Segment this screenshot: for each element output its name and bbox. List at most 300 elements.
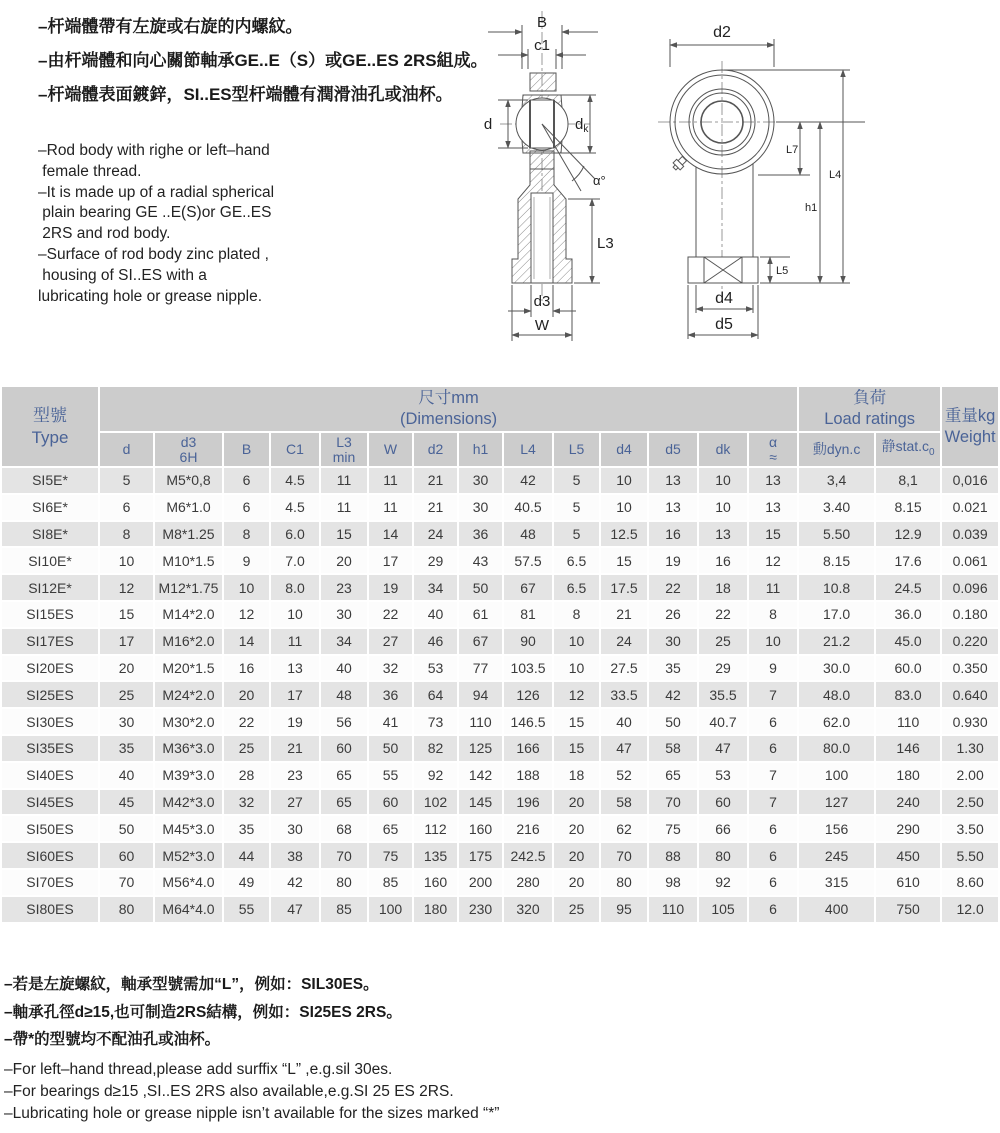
value-cell: 90 bbox=[504, 629, 552, 654]
value-cell: 53 bbox=[699, 763, 747, 788]
value-cell: M39*3.0 bbox=[155, 763, 222, 788]
value-cell: 32 bbox=[369, 656, 412, 681]
value-cell: 10 bbox=[554, 629, 599, 654]
value-cell: 15 bbox=[100, 602, 153, 627]
value-cell: 10 bbox=[601, 495, 647, 520]
value-cell: 12 bbox=[554, 682, 599, 707]
value-cell: 12 bbox=[224, 602, 269, 627]
dim-label-h1: h1 bbox=[805, 202, 818, 214]
value-cell: 20 bbox=[554, 870, 599, 895]
value-cell: 175 bbox=[459, 843, 502, 868]
value-cell: 36.0 bbox=[876, 602, 940, 627]
value-cell: 11 bbox=[321, 468, 367, 493]
value-cell: 65 bbox=[321, 763, 367, 788]
section-drawing-lines bbox=[488, 11, 600, 341]
note-line: –軸承孔徑d≥15,也可制造2RS結構，例如：SI25ES 2RS。 bbox=[4, 1003, 402, 1021]
bottom-notes-chinese bbox=[4, 971, 402, 1054]
value-cell: 450 bbox=[876, 843, 940, 868]
value-cell: 81 bbox=[504, 602, 552, 627]
column-header bbox=[321, 433, 367, 466]
value-cell: 0.039 bbox=[942, 522, 998, 547]
value-cell: 18 bbox=[554, 763, 599, 788]
note-line: female thread. bbox=[38, 162, 142, 180]
value-cell: 8.15 bbox=[799, 548, 874, 573]
type-cell: SI35ES bbox=[2, 736, 98, 761]
value-cell: 92 bbox=[414, 763, 457, 788]
value-cell: 10 bbox=[224, 575, 269, 600]
note-line: –帶*的型號均不配油孔或油杯。 bbox=[4, 1031, 221, 1048]
header-text: d bbox=[122, 441, 131, 457]
value-cell: 24.5 bbox=[876, 575, 940, 600]
value-cell: 65 bbox=[649, 763, 697, 788]
value-cell: 25 bbox=[699, 629, 747, 654]
value-cell: 30 bbox=[459, 468, 502, 493]
value-cell: 4.5 bbox=[271, 495, 319, 520]
value-cell: 73 bbox=[414, 709, 457, 734]
value-cell: 290 bbox=[876, 816, 940, 841]
value-cell: 30 bbox=[271, 816, 319, 841]
value-cell: M52*3.0 bbox=[155, 843, 222, 868]
note-line: –For bearings d≥15 ,SI..ES 2RS also available,e.g.SI 25 ES 2RS. bbox=[4, 1082, 454, 1100]
value-cell: 47 bbox=[601, 736, 647, 761]
value-cell: 16 bbox=[699, 548, 747, 573]
value-cell: 80.0 bbox=[799, 736, 874, 761]
value-cell: 26 bbox=[649, 602, 697, 627]
value-cell: 34 bbox=[321, 629, 367, 654]
header-text: 負荷 bbox=[853, 389, 887, 407]
value-cell: 35.5 bbox=[699, 682, 747, 707]
value-cell: 11 bbox=[369, 468, 412, 493]
value-cell: 64 bbox=[414, 682, 457, 707]
value-cell: 2.00 bbox=[942, 763, 998, 788]
value-cell: 12 bbox=[749, 548, 797, 573]
value-cell: 6.5 bbox=[554, 548, 599, 573]
table-row bbox=[2, 816, 998, 841]
value-cell: 9 bbox=[749, 656, 797, 681]
note-line: –Lubricating hole or grease nipple isn’t available for the sizes marked “*” bbox=[4, 1104, 500, 1122]
value-cell: 105 bbox=[699, 897, 747, 922]
value-cell: 75 bbox=[649, 816, 697, 841]
value-cell: 22 bbox=[699, 602, 747, 627]
value-cell: 315 bbox=[799, 870, 874, 895]
value-cell: 610 bbox=[876, 870, 940, 895]
value-cell: 8 bbox=[749, 602, 797, 627]
value-cell: 48 bbox=[504, 522, 552, 547]
value-cell: 60 bbox=[321, 736, 367, 761]
value-cell: 27.5 bbox=[601, 656, 647, 681]
value-cell: 6 bbox=[749, 709, 797, 734]
column-header bbox=[369, 433, 412, 466]
value-cell: 30.0 bbox=[799, 656, 874, 681]
value-cell: 29 bbox=[414, 548, 457, 573]
dimensions-table bbox=[0, 385, 1000, 924]
value-cell: 0.930 bbox=[942, 709, 998, 734]
dim-label-L7: L7 bbox=[786, 144, 799, 156]
value-cell: 35 bbox=[649, 656, 697, 681]
header-text: 尺寸mm bbox=[418, 389, 479, 407]
value-cell: 21.2 bbox=[799, 629, 874, 654]
value-cell: 20 bbox=[321, 548, 367, 573]
type-cell: SI17ES bbox=[2, 629, 98, 654]
header-text: 静stat.c bbox=[881, 438, 930, 455]
value-cell: 5.50 bbox=[942, 843, 998, 868]
header-text: 6H bbox=[179, 448, 198, 465]
value-cell: 196 bbox=[504, 790, 552, 815]
value-cell: 19 bbox=[369, 575, 412, 600]
value-cell: M10*1.5 bbox=[155, 548, 222, 573]
value-cell: 82 bbox=[414, 736, 457, 761]
value-cell: 30 bbox=[649, 629, 697, 654]
note-line: plain bearing GE ..E(S)or GE..ES bbox=[38, 204, 272, 222]
value-cell: 15 bbox=[321, 522, 367, 547]
value-cell: 80 bbox=[601, 870, 647, 895]
header-text: W bbox=[383, 441, 398, 457]
value-cell: 5 bbox=[554, 522, 599, 547]
value-cell: 29 bbox=[699, 656, 747, 681]
note-line: –For left–hand thread,please add surffix “L” ,e.g.sil 30es. bbox=[4, 1061, 393, 1078]
value-cell: 7 bbox=[749, 763, 797, 788]
table-row bbox=[2, 548, 998, 573]
value-cell: 24 bbox=[414, 522, 457, 547]
value-cell: 32 bbox=[224, 790, 269, 815]
load-ratings-group-header bbox=[799, 387, 940, 431]
value-cell: 0.061 bbox=[942, 548, 998, 573]
header-text: d2 bbox=[427, 441, 444, 457]
value-cell: 88 bbox=[649, 843, 697, 868]
value-cell: 17 bbox=[369, 548, 412, 573]
column-header bbox=[155, 433, 222, 466]
value-cell: 16 bbox=[649, 522, 697, 547]
value-cell: 21 bbox=[271, 736, 319, 761]
value-cell: 15 bbox=[601, 548, 647, 573]
value-cell: 156 bbox=[799, 816, 874, 841]
value-cell: 102 bbox=[414, 790, 457, 815]
value-cell: 216 bbox=[504, 816, 552, 841]
value-cell: 10 bbox=[749, 629, 797, 654]
header-text: ≈ bbox=[769, 448, 777, 465]
value-cell: 67 bbox=[459, 629, 502, 654]
value-cell: 22 bbox=[369, 602, 412, 627]
value-cell: M42*3.0 bbox=[155, 790, 222, 815]
value-cell: 188 bbox=[504, 763, 552, 788]
value-cell: M6*1.0 bbox=[155, 495, 222, 520]
value-cell: 9 bbox=[224, 548, 269, 573]
type-cell: SI70ES bbox=[2, 870, 98, 895]
value-cell: 240 bbox=[876, 790, 940, 815]
value-cell: 6 bbox=[749, 843, 797, 868]
type-cell: SI40ES bbox=[2, 763, 98, 788]
value-cell: 20 bbox=[554, 790, 599, 815]
header-text: L5 bbox=[568, 441, 585, 457]
value-cell: 55 bbox=[369, 763, 412, 788]
value-cell: 13 bbox=[271, 656, 319, 681]
value-cell: 30 bbox=[459, 495, 502, 520]
value-cell: 245 bbox=[799, 843, 874, 868]
value-cell: M64*4.0 bbox=[155, 897, 222, 922]
value-cell: 146.5 bbox=[504, 709, 552, 734]
value-cell: 3,4 bbox=[799, 468, 874, 493]
value-cell: 33.5 bbox=[601, 682, 647, 707]
value-cell: 30 bbox=[321, 602, 367, 627]
note-line: –It is made up of a radial spherical bbox=[38, 183, 275, 201]
value-cell: 42 bbox=[504, 468, 552, 493]
header-text: dk bbox=[715, 441, 731, 457]
value-cell: 62.0 bbox=[799, 709, 874, 734]
value-cell: 68 bbox=[321, 816, 367, 841]
value-cell: 23 bbox=[271, 763, 319, 788]
value-cell: 8.0 bbox=[271, 575, 319, 600]
value-cell: 40 bbox=[414, 602, 457, 627]
dim-label-L3: L3 bbox=[597, 235, 614, 252]
value-cell: M30*2.0 bbox=[155, 709, 222, 734]
value-cell: 25 bbox=[224, 736, 269, 761]
value-cell: 42 bbox=[271, 870, 319, 895]
value-cell: M8*1.25 bbox=[155, 522, 222, 547]
header-text: L4 bbox=[520, 441, 536, 457]
value-cell: 60 bbox=[100, 843, 153, 868]
table-row bbox=[2, 682, 998, 707]
top-notes-english bbox=[38, 141, 274, 307]
dim-label-d2: d2 bbox=[713, 24, 731, 41]
value-cell: 4.5 bbox=[271, 468, 319, 493]
note-line: –由杆端體和向心關節軸承GE..E（S）或GE..ES 2RS組成。 bbox=[38, 51, 488, 70]
value-cell: 16 bbox=[224, 656, 269, 681]
value-cell: 47 bbox=[271, 897, 319, 922]
value-cell: 230 bbox=[459, 897, 502, 922]
value-cell: 49 bbox=[224, 870, 269, 895]
value-cell: 6 bbox=[749, 897, 797, 922]
table-row bbox=[2, 736, 998, 761]
value-cell: 0.021 bbox=[942, 495, 998, 520]
column-header bbox=[749, 433, 797, 466]
value-cell: 80 bbox=[321, 870, 367, 895]
value-cell: 125 bbox=[459, 736, 502, 761]
column-header bbox=[876, 433, 940, 466]
table-row bbox=[2, 468, 998, 493]
value-cell: 6.0 bbox=[271, 522, 319, 547]
value-cell: 27 bbox=[271, 790, 319, 815]
type-cell: SI15ES bbox=[2, 602, 98, 627]
value-cell: 142 bbox=[459, 763, 502, 788]
value-cell: 0.220 bbox=[942, 629, 998, 654]
value-cell: 20 bbox=[100, 656, 153, 681]
value-cell: 46 bbox=[414, 629, 457, 654]
note-line: –若是左旋螺紋，軸承型號需加“L”，例如：SIL30ES。 bbox=[4, 976, 379, 993]
value-cell: 47 bbox=[699, 736, 747, 761]
value-cell: 83.0 bbox=[876, 682, 940, 707]
value-cell: 38 bbox=[271, 843, 319, 868]
value-cell: M16*2.0 bbox=[155, 629, 222, 654]
value-cell: 20 bbox=[224, 682, 269, 707]
column-header bbox=[100, 433, 153, 466]
value-cell: 5.50 bbox=[799, 522, 874, 547]
rod-end-front-drawing bbox=[650, 5, 900, 350]
value-cell: 13 bbox=[749, 468, 797, 493]
value-cell: 2.50 bbox=[942, 790, 998, 815]
value-cell: M36*3.0 bbox=[155, 736, 222, 761]
value-cell: 40 bbox=[100, 763, 153, 788]
value-cell: 10 bbox=[271, 602, 319, 627]
value-cell: 53 bbox=[414, 656, 457, 681]
value-cell: 8,1 bbox=[876, 468, 940, 493]
value-cell: 0.640 bbox=[942, 682, 998, 707]
table-row bbox=[2, 843, 998, 868]
value-cell: 10 bbox=[699, 495, 747, 520]
header-text: 重量kg bbox=[944, 406, 996, 425]
value-cell: 7 bbox=[749, 682, 797, 707]
value-cell: 10 bbox=[601, 468, 647, 493]
value-cell: 65 bbox=[369, 816, 412, 841]
value-cell: 6 bbox=[749, 816, 797, 841]
header-text: Type bbox=[31, 427, 69, 447]
value-cell: 20 bbox=[554, 816, 599, 841]
value-cell: 112 bbox=[414, 816, 457, 841]
header-text: B bbox=[241, 441, 252, 457]
value-cell: M56*4.0 bbox=[155, 870, 222, 895]
value-cell: 0.096 bbox=[942, 575, 998, 600]
value-cell: 6 bbox=[749, 870, 797, 895]
dim-label-d3: d3 bbox=[533, 293, 551, 310]
value-cell: 8.15 bbox=[876, 495, 940, 520]
value-cell: 50 bbox=[649, 709, 697, 734]
value-cell: 30 bbox=[100, 709, 153, 734]
value-cell: 21 bbox=[414, 468, 457, 493]
value-cell: 103.5 bbox=[504, 656, 552, 681]
column-header bbox=[414, 433, 457, 466]
value-cell: 0,016 bbox=[942, 468, 998, 493]
value-cell: 750 bbox=[876, 897, 940, 922]
note-line: housing of SI..ES with a bbox=[38, 266, 207, 284]
type-cell: SI8E* bbox=[2, 522, 98, 547]
value-cell: 66 bbox=[699, 816, 747, 841]
value-cell: 85 bbox=[321, 897, 367, 922]
note-line: –Surface of rod body zinc plated , bbox=[38, 245, 269, 263]
front-drawing-lines bbox=[658, 39, 865, 339]
dim-label-L4: L4 bbox=[829, 169, 842, 181]
value-cell: 242.5 bbox=[504, 843, 552, 868]
column-header bbox=[699, 433, 747, 466]
table-body bbox=[2, 468, 998, 922]
value-cell: 10 bbox=[100, 548, 153, 573]
dim-label-W: W bbox=[534, 317, 550, 334]
note-line: –杆端體帶有左旋或右旋的内螺紋。 bbox=[38, 17, 303, 36]
value-cell: 42 bbox=[649, 682, 697, 707]
dim-label-L5: L5 bbox=[776, 265, 789, 277]
value-cell: M20*1.5 bbox=[155, 656, 222, 681]
value-cell: 100 bbox=[369, 897, 412, 922]
value-cell: 19 bbox=[649, 548, 697, 573]
dim-label-B: B bbox=[536, 14, 548, 31]
value-cell: 36 bbox=[459, 522, 502, 547]
value-cell: 180 bbox=[876, 763, 940, 788]
table-row bbox=[2, 709, 998, 734]
value-cell: 15 bbox=[749, 522, 797, 547]
value-cell: 13 bbox=[699, 522, 747, 547]
value-cell: 5 bbox=[100, 468, 153, 493]
value-cell: 17 bbox=[100, 629, 153, 654]
table-row bbox=[2, 870, 998, 895]
value-cell: 52 bbox=[601, 763, 647, 788]
value-cell: 98 bbox=[649, 870, 697, 895]
type-cell: SI20ES bbox=[2, 656, 98, 681]
value-cell: 7 bbox=[749, 790, 797, 815]
value-cell: 320 bbox=[504, 897, 552, 922]
value-cell: 8 bbox=[554, 602, 599, 627]
column-header bbox=[504, 433, 552, 466]
value-cell: 14 bbox=[369, 522, 412, 547]
value-cell: 18 bbox=[699, 575, 747, 600]
header-text: 型號 bbox=[33, 405, 67, 425]
value-cell: 22 bbox=[224, 709, 269, 734]
dim-label-d: d bbox=[483, 116, 493, 133]
value-cell: 25 bbox=[100, 682, 153, 707]
value-cell: 13 bbox=[749, 495, 797, 520]
value-cell: 11 bbox=[369, 495, 412, 520]
type-cell: SI6E* bbox=[2, 495, 98, 520]
value-cell: 0.350 bbox=[942, 656, 998, 681]
value-cell: 1.30 bbox=[942, 736, 998, 761]
value-cell: 56 bbox=[321, 709, 367, 734]
value-cell: 3.40 bbox=[799, 495, 874, 520]
value-cell: 160 bbox=[414, 870, 457, 895]
value-cell: 45 bbox=[100, 790, 153, 815]
value-cell: 3.50 bbox=[942, 816, 998, 841]
value-cell: 14 bbox=[224, 629, 269, 654]
value-cell: 85 bbox=[369, 870, 412, 895]
column-header bbox=[601, 433, 647, 466]
value-cell: M45*3.0 bbox=[155, 816, 222, 841]
value-cell: 94 bbox=[459, 682, 502, 707]
value-cell: 17.0 bbox=[799, 602, 874, 627]
type-cell: SI5E* bbox=[2, 468, 98, 493]
header-text: d4 bbox=[616, 441, 632, 457]
type-cell: SI50ES bbox=[2, 816, 98, 841]
value-cell: 40.7 bbox=[699, 709, 747, 734]
top-notes-chinese bbox=[38, 10, 488, 112]
value-cell: 61 bbox=[459, 602, 502, 627]
value-cell: 35 bbox=[224, 816, 269, 841]
value-cell: 75 bbox=[369, 843, 412, 868]
value-cell: 17 bbox=[271, 682, 319, 707]
value-cell: 40.5 bbox=[504, 495, 552, 520]
value-cell: 21 bbox=[601, 602, 647, 627]
value-cell: 17.5 bbox=[601, 575, 647, 600]
value-cell: 60.0 bbox=[876, 656, 940, 681]
value-cell: 50 bbox=[369, 736, 412, 761]
header-text: h1 bbox=[472, 441, 489, 457]
type-cell: SI25ES bbox=[2, 682, 98, 707]
table-row bbox=[2, 790, 998, 815]
note-line: lubricating hole or grease nipple. bbox=[38, 287, 263, 305]
value-cell: 21 bbox=[414, 495, 457, 520]
value-cell: 146 bbox=[876, 736, 940, 761]
value-cell: 5 bbox=[554, 495, 599, 520]
value-cell: 6 bbox=[224, 468, 269, 493]
value-cell: 12 bbox=[100, 575, 153, 600]
table-row bbox=[2, 629, 998, 654]
value-cell: 50 bbox=[459, 575, 502, 600]
value-cell: 8 bbox=[100, 522, 153, 547]
value-cell: 43 bbox=[459, 548, 502, 573]
value-cell: 10 bbox=[554, 656, 599, 681]
value-cell: 100 bbox=[799, 763, 874, 788]
value-cell: M14*2.0 bbox=[155, 602, 222, 627]
type-cell: SI60ES bbox=[2, 843, 98, 868]
value-cell: 11 bbox=[749, 575, 797, 600]
column-header bbox=[459, 433, 502, 466]
value-cell: 28 bbox=[224, 763, 269, 788]
value-cell: 17.6 bbox=[876, 548, 940, 573]
